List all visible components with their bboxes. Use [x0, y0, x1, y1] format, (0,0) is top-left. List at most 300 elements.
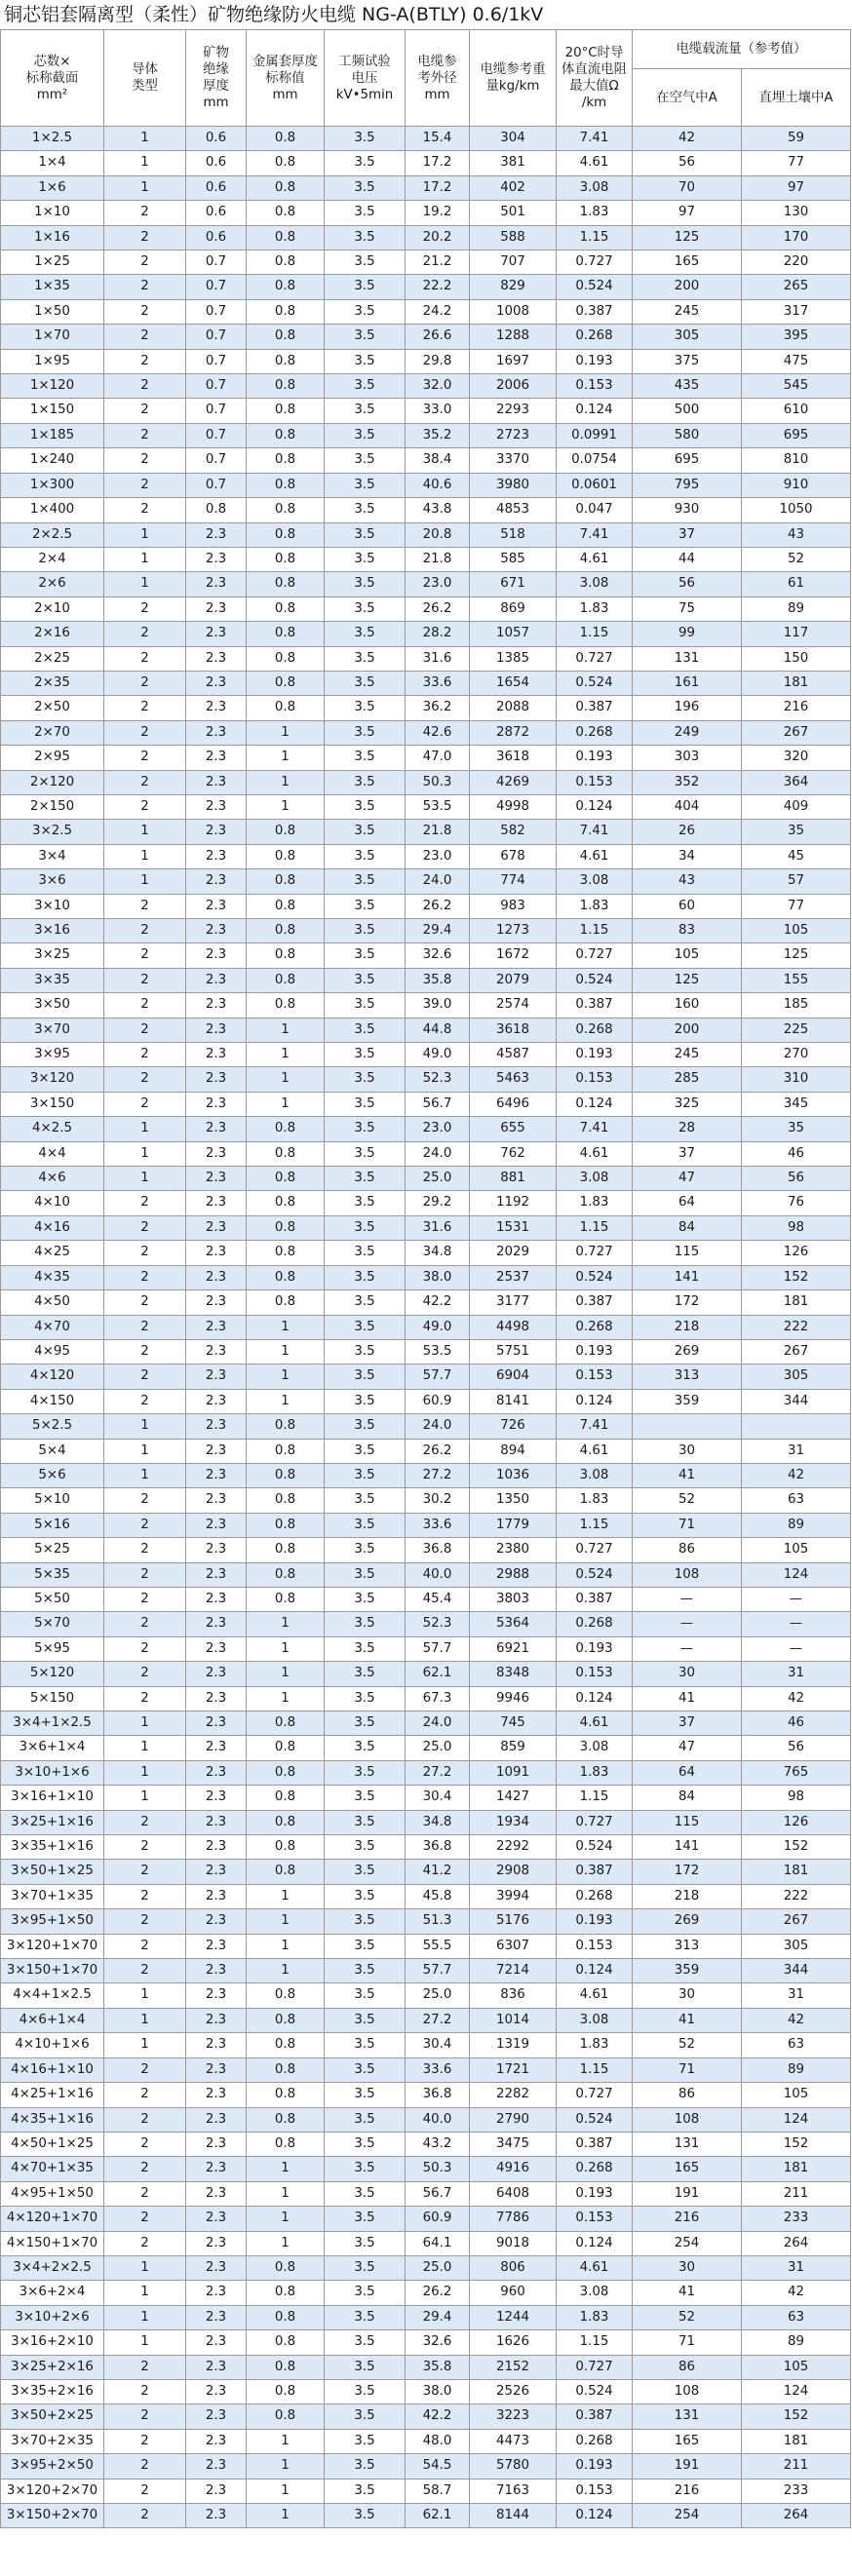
cell-insulation-thickness: 2.3: [186, 622, 247, 646]
cell-current-air: —: [633, 1587, 742, 1611]
cell-conductor-type: 2: [104, 2479, 186, 2503]
table-row: [1, 547, 851, 571]
cell-weight: 582: [470, 820, 557, 844]
cell-current-soil: 89: [742, 1513, 851, 1537]
cell-spec: 5×35: [1, 1562, 104, 1587]
cell-conductor-type: 2: [104, 671, 186, 695]
cell-outer-diameter: 25.0: [406, 1736, 470, 1760]
cell-insulation-thickness: 2.3: [186, 1959, 247, 1983]
cell-test-voltage: 3.5: [325, 720, 406, 745]
cell-current-air: 305: [633, 325, 742, 349]
cell-insulation-thickness: 2.3: [186, 2008, 247, 2032]
cell-current-soil: 98: [742, 1786, 851, 1810]
cell-outer-diameter: 34.8: [406, 1241, 470, 1265]
cell-conductor-type: 2: [104, 2404, 186, 2429]
cell-weight: 7786: [470, 2207, 557, 2231]
cell-conductor-type: 2: [104, 1191, 186, 1215]
table-row: [1, 1414, 851, 1439]
cell-sheath-thickness: 0.8: [247, 201, 325, 225]
cell-resistance: 4.61: [557, 844, 633, 868]
cell-current-soil: 126: [742, 1810, 851, 1834]
cell-sheath-thickness: 0.8: [247, 1760, 325, 1785]
cell-test-voltage: 3.5: [325, 473, 406, 497]
cell-test-voltage: 3.5: [325, 399, 406, 423]
cell-insulation-thickness: 2.3: [186, 572, 247, 596]
cell-weight: 8144: [470, 2504, 557, 2528]
cell-conductor-type: 2: [104, 993, 186, 1018]
cell-insulation-thickness: 2.3: [186, 646, 247, 671]
cell-current-air: 125: [633, 968, 742, 992]
cell-outer-diameter: 60.9: [406, 2207, 470, 2231]
cell-test-voltage: 3.5: [325, 1934, 406, 1958]
cell-insulation-thickness: 2.3: [186, 1463, 247, 1487]
cell-current-soil: 35: [742, 1117, 851, 1141]
cell-spec: 1×185: [1, 423, 104, 447]
cell-current-soil: 1050: [742, 498, 851, 522]
cell-resistance: 0.124: [557, 1092, 633, 1116]
cell-resistance: 0.727: [557, 1241, 633, 1265]
cell-insulation-thickness: 2.3: [186, 1117, 247, 1141]
cell-test-voltage: 3.5: [325, 448, 406, 473]
cell-spec: 2×16: [1, 622, 104, 646]
cell-current-air: 218: [633, 1884, 742, 1908]
table-row: [1, 646, 851, 671]
cell-current-air: 245: [633, 299, 742, 324]
cell-conductor-type: 2: [104, 299, 186, 324]
cell-current-air: 108: [633, 2379, 742, 2403]
cell-outer-diameter: 26.2: [406, 2281, 470, 2305]
cell-insulation-thickness: 2.3: [186, 1760, 247, 1785]
cell-spec: 3×16: [1, 919, 104, 943]
table-row: [1, 2132, 851, 2156]
cell-weight: 518: [470, 522, 557, 547]
cell-conductor-type: 1: [104, 572, 186, 596]
cell-test-voltage: 3.5: [325, 175, 406, 200]
cell-current-soil: 225: [742, 1018, 851, 1042]
cell-sheath-thickness: 0.8: [247, 151, 325, 175]
cell-insulation-thickness: 0.7: [186, 374, 247, 399]
cell-weight: 8348: [470, 1662, 557, 1686]
cell-spec: 1×150: [1, 399, 104, 423]
cell-test-voltage: 3.5: [325, 671, 406, 695]
cell-insulation-thickness: 2.3: [186, 1513, 247, 1537]
cell-current-soil: 270: [742, 1043, 851, 1067]
table-row: [1, 794, 851, 819]
cell-conductor-type: 1: [104, 151, 186, 175]
cell-weight: 1014: [470, 2008, 557, 2032]
cell-current-soil: 265: [742, 275, 851, 299]
cell-sheath-thickness: 1: [247, 2231, 325, 2255]
cell-resistance: 1.83: [557, 2305, 633, 2329]
table-row: [1, 1934, 851, 1958]
cell-test-voltage: 3.5: [325, 1315, 406, 1339]
cell-sheath-thickness: 1: [247, 2157, 325, 2181]
cell-resistance: 0.124: [557, 1686, 633, 1711]
table-row: [1, 2479, 851, 2503]
cell-current-air: 352: [633, 770, 742, 794]
cell-spec: 3×10+2×6: [1, 2305, 104, 2329]
table-row: [1, 572, 851, 596]
cell-current-air: 115: [633, 1241, 742, 1265]
cell-resistance: 0.727: [557, 1810, 633, 1834]
table-row: [1, 2083, 851, 2107]
cell-conductor-type: 2: [104, 2057, 186, 2082]
cell-spec: 4×150: [1, 1389, 104, 1413]
cell-sheath-thickness: 0.8: [247, 1290, 325, 1315]
cell-current-air: 131: [633, 2404, 742, 2429]
cell-resistance: 4.61: [557, 547, 633, 571]
cell-sheath-thickness: 0.8: [247, 1860, 325, 1884]
cell-insulation-thickness: 2.3: [186, 2083, 247, 2107]
cell-current-soil: 61: [742, 572, 851, 596]
cell-insulation-thickness: 2.3: [186, 1835, 247, 1860]
table-row: [1, 720, 851, 745]
cell-resistance: 1.83: [557, 1191, 633, 1215]
cell-resistance: 0.387: [557, 696, 633, 720]
cell-weight: 1654: [470, 671, 557, 695]
cell-test-voltage: 3.5: [325, 1786, 406, 1810]
cell-weight: 1626: [470, 2330, 557, 2355]
cell-spec: 3×6+2×4: [1, 2281, 104, 2305]
cell-resistance: 0.153: [557, 1067, 633, 1092]
cell-insulation-thickness: 2.3: [186, 1786, 247, 1810]
table-row: [1, 919, 851, 943]
cell-current-air: 254: [633, 2231, 742, 2255]
cell-test-voltage: 3.5: [325, 1612, 406, 1636]
cell-weight: 6307: [470, 1934, 557, 1958]
table-row: [1, 1736, 851, 1760]
cell-insulation-thickness: 0.7: [186, 448, 247, 473]
cell-weight: 2723: [470, 423, 557, 447]
cell-current-soil: 56: [742, 1167, 851, 1191]
cell-sheath-thickness: 0.8: [247, 572, 325, 596]
cell-outer-diameter: 24.0: [406, 1711, 470, 1736]
cell-current-soil: 89: [742, 2330, 851, 2355]
cell-weight: 1091: [470, 1760, 557, 1785]
cell-test-voltage: 3.5: [325, 2479, 406, 2503]
cell-current-soil: 233: [742, 2207, 851, 2231]
cell-insulation-thickness: 2.3: [186, 1612, 247, 1636]
cell-current-soil: 170: [742, 225, 851, 250]
cell-resistance: 0.0601: [557, 473, 633, 497]
table-row: [1, 2181, 851, 2206]
cell-weight: 2079: [470, 968, 557, 992]
cell-conductor-type: 2: [104, 2504, 186, 2528]
cell-resistance: 0.727: [557, 2355, 633, 2379]
cell-current-soil: 211: [742, 2181, 851, 2206]
cell-spec: 2×25: [1, 646, 104, 671]
table-row: [1, 2429, 851, 2453]
cell-spec: 5×2.5: [1, 1414, 104, 1439]
cell-outer-diameter: 27.2: [406, 2008, 470, 2032]
cell-sheath-thickness: 1: [247, 1389, 325, 1413]
cell-conductor-type: 2: [104, 1662, 186, 1686]
cell-outer-diameter: 27.2: [406, 1760, 470, 1785]
cell-conductor-type: 1: [104, 1760, 186, 1785]
cell-insulation-thickness: 2.3: [186, 1315, 247, 1339]
cell-outer-diameter: 24.0: [406, 1414, 470, 1439]
cell-sheath-thickness: 0.8: [247, 1241, 325, 1265]
cell-outer-diameter: 57.7: [406, 1636, 470, 1661]
cell-weight: 2526: [470, 2379, 557, 2403]
cell-weight: 6904: [470, 1365, 557, 1389]
cell-outer-diameter: 43.8: [406, 498, 470, 522]
cell-sheath-thickness: 0.8: [247, 1265, 325, 1289]
cell-spec: 3×10+1×6: [1, 1760, 104, 1785]
cell-weight: 3475: [470, 2132, 557, 2156]
cell-spec: 4×70+1×35: [1, 2157, 104, 2181]
cell-test-voltage: 3.5: [325, 1463, 406, 1487]
cell-test-voltage: 3.5: [325, 1884, 406, 1908]
cell-conductor-type: 1: [104, 1983, 186, 2008]
cell-outer-diameter: 43.2: [406, 2132, 470, 2156]
cell-current-soil: 152: [742, 1265, 851, 1289]
table-row: [1, 2255, 851, 2280]
cell-spec: 5×70: [1, 1612, 104, 1636]
table-row: [1, 423, 851, 447]
cell-weight: 5780: [470, 2454, 557, 2479]
cell-insulation-thickness: 0.8: [186, 498, 247, 522]
cell-spec: 3×35: [1, 968, 104, 992]
cell-sheath-thickness: 0.8: [247, 844, 325, 868]
cell-conductor-type: 2: [104, 2429, 186, 2453]
cell-sheath-thickness: 0.8: [247, 1810, 325, 1834]
cell-current-soil: 267: [742, 1339, 851, 1364]
cell-conductor-type: 2: [104, 250, 186, 275]
cell-outer-diameter: 36.8: [406, 1538, 470, 1562]
cell-insulation-thickness: 2.3: [186, 2305, 247, 2329]
cell-test-voltage: 3.5: [325, 746, 406, 770]
cell-weight: 9946: [470, 1686, 557, 1711]
cell-sheath-thickness: 0.8: [247, 1835, 325, 1860]
cell-current-air: 172: [633, 1290, 742, 1315]
cell-test-voltage: 3.5: [325, 1587, 406, 1611]
cell-insulation-thickness: 2.3: [186, 2057, 247, 2082]
cell-current-air: 28: [633, 1117, 742, 1141]
cell-insulation-thickness: 2.3: [186, 720, 247, 745]
cell-current-soil: 364: [742, 770, 851, 794]
cell-conductor-type: 2: [104, 1636, 186, 1661]
cell-resistance: 3.08: [557, 869, 633, 894]
cell-spec: 1×240: [1, 448, 104, 473]
cell-test-voltage: 3.5: [325, 1389, 406, 1413]
table-row: [1, 374, 851, 399]
cell-test-voltage: 3.5: [325, 596, 406, 621]
cell-current-air: 56: [633, 151, 742, 175]
cell-conductor-type: 2: [104, 1686, 186, 1711]
cell-sheath-thickness: 1: [247, 2504, 325, 2528]
cell-spec: 3×25+1×16: [1, 1810, 104, 1834]
cell-test-voltage: 3.5: [325, 869, 406, 894]
cell-insulation-thickness: 2.3: [186, 1810, 247, 1834]
cell-test-voltage: 3.5: [325, 646, 406, 671]
cell-current-soil: 264: [742, 2504, 851, 2528]
cell-current-soil: 220: [742, 250, 851, 275]
cell-test-voltage: 3.5: [325, 1191, 406, 1215]
cell-test-voltage: 3.5: [325, 1167, 406, 1191]
cell-resistance: 0.268: [557, 1612, 633, 1636]
table-row: [1, 473, 851, 497]
cell-test-voltage: 3.5: [325, 225, 406, 250]
cell-weight: 3618: [470, 746, 557, 770]
cell-insulation-thickness: 0.7: [186, 423, 247, 447]
table-row: [1, 201, 851, 225]
cell-current-air: —: [633, 1612, 742, 1636]
page-title: 铜芯铝套隔离型（柔性）矿物绝缘防火电缆 NG-A(BTLY) 0.6/1kV: [4, 4, 544, 25]
cell-insulation-thickness: 2.3: [186, 1562, 247, 1587]
cell-insulation-thickness: 2.3: [186, 2033, 247, 2057]
table-row: [1, 2355, 851, 2379]
cell-sheath-thickness: 0.8: [247, 622, 325, 646]
cell-sheath-thickness: 1: [247, 1909, 325, 1934]
cell-spec: 4×35: [1, 1265, 104, 1289]
cell-insulation-thickness: 2.3: [186, 2181, 247, 2206]
cell-current-soil: 125: [742, 943, 851, 968]
cell-resistance: 1.83: [557, 1488, 633, 1513]
cell-insulation-thickness: 2.3: [186, 2379, 247, 2403]
table-row: [1, 2504, 851, 2528]
cell-sheath-thickness: 1: [247, 1092, 325, 1116]
cell-spec: 4×70: [1, 1315, 104, 1339]
cell-current-soil: 320: [742, 746, 851, 770]
cell-current-air: 108: [633, 2107, 742, 2132]
cell-insulation-thickness: 2.3: [186, 1241, 247, 1265]
cell-weight: 726: [470, 1414, 557, 1439]
cell-outer-diameter: 49.0: [406, 1315, 470, 1339]
cell-test-voltage: 3.5: [325, 349, 406, 373]
cell-spec: 3×25: [1, 943, 104, 968]
cell-current-air: 41: [633, 1686, 742, 1711]
cell-conductor-type: 1: [104, 1439, 186, 1463]
cell-insulation-thickness: 2.3: [186, 820, 247, 844]
cell-insulation-thickness: 2.3: [186, 869, 247, 894]
cell-current-air: 313: [633, 1365, 742, 1389]
cell-resistance: 1.15: [557, 225, 633, 250]
cell-resistance: 1.15: [557, 1513, 633, 1537]
cell-weight: 304: [470, 127, 557, 151]
cell-spec: 1×25: [1, 250, 104, 275]
cell-test-voltage: 3.5: [325, 2157, 406, 2181]
cell-sheath-thickness: 0.8: [247, 423, 325, 447]
cell-resistance: 1.83: [557, 2033, 633, 2057]
cell-current-air: 141: [633, 1265, 742, 1289]
cell-sheath-thickness: 1: [247, 1884, 325, 1908]
cell-current-air: 34: [633, 844, 742, 868]
cell-resistance: 3.08: [557, 1463, 633, 1487]
cell-outer-diameter: 45.8: [406, 1884, 470, 1908]
cell-test-voltage: 3.5: [325, 325, 406, 349]
cell-conductor-type: 2: [104, 1092, 186, 1116]
cell-weight: 3618: [470, 1018, 557, 1042]
cell-current-soil: 105: [742, 2355, 851, 2379]
cell-resistance: 1.15: [557, 1215, 633, 1240]
table-row: [1, 175, 851, 200]
cell-outer-diameter: 29.8: [406, 349, 470, 373]
cell-resistance: 4.61: [557, 1983, 633, 2008]
cell-sheath-thickness: 0.8: [247, 1117, 325, 1141]
cell-sheath-thickness: 0.8: [247, 1463, 325, 1487]
cell-outer-diameter: 47.0: [406, 746, 470, 770]
cell-insulation-thickness: 2.3: [186, 1662, 247, 1686]
header-insulation: 矿物 绝缘 厚度 mm: [186, 30, 247, 127]
cell-sheath-thickness: 0.8: [247, 2008, 325, 2032]
cell-spec: 3×70+2×35: [1, 2429, 104, 2453]
cell-test-voltage: 3.5: [325, 2454, 406, 2479]
cell-current-air: 404: [633, 794, 742, 819]
cell-current-air: 359: [633, 1389, 742, 1413]
cell-outer-diameter: 55.5: [406, 1934, 470, 1958]
cell-current-soil: 42: [742, 2281, 851, 2305]
cell-weight: 2380: [470, 1538, 557, 1562]
table-row: [1, 1884, 851, 1908]
cell-resistance: 0.727: [557, 943, 633, 968]
cell-sheath-thickness: 0.8: [247, 127, 325, 151]
cell-test-voltage: 3.5: [325, 770, 406, 794]
cell-spec: 3×150+2×70: [1, 2504, 104, 2528]
table-row: [1, 1860, 851, 1884]
cell-current-soil: 810: [742, 448, 851, 473]
cell-sheath-thickness: 0.8: [247, 2330, 325, 2355]
cell-spec: 4×4: [1, 1141, 104, 1166]
cell-sheath-thickness: 0.8: [247, 547, 325, 571]
cell-outer-diameter: 50.3: [406, 770, 470, 794]
table-row: [1, 151, 851, 175]
cell-conductor-type: 2: [104, 1018, 186, 1042]
cell-conductor-type: 2: [104, 374, 186, 399]
cell-sheath-thickness: 0.8: [247, 2132, 325, 2156]
cell-insulation-thickness: 2.3: [186, 993, 247, 1018]
cell-outer-diameter: 24.2: [406, 299, 470, 324]
cell-current-soil: 152: [742, 2132, 851, 2156]
header-sheath: 金属套厚度 标称值 mm: [247, 30, 325, 127]
cell-weight: 2293: [470, 399, 557, 423]
cell-current-soil: 46: [742, 1141, 851, 1166]
cell-weight: 836: [470, 1983, 557, 2008]
cell-resistance: 0.193: [557, 1909, 633, 1934]
table-row: [1, 746, 851, 770]
cell-insulation-thickness: 2.3: [186, 1884, 247, 1908]
cell-conductor-type: 2: [104, 473, 186, 497]
cell-insulation-thickness: 2.3: [186, 2355, 247, 2379]
cell-test-voltage: 3.5: [325, 127, 406, 151]
table-row: [1, 820, 851, 844]
cell-weight: 3803: [470, 1587, 557, 1611]
cell-sheath-thickness: 0.8: [247, 646, 325, 671]
table-row: [1, 968, 851, 992]
cell-test-voltage: 3.5: [325, 1835, 406, 1860]
cell-outer-diameter: 45.4: [406, 1587, 470, 1611]
cell-test-voltage: 3.5: [325, 2379, 406, 2403]
header-spec: 芯数× 标称截面 mm²: [1, 30, 104, 127]
header-resistance: 20°C时导 体直流电阻 最大值Ω /km: [557, 30, 633, 127]
cell-weight: 859: [470, 1736, 557, 1760]
cell-current-air: 30: [633, 1662, 742, 1686]
cell-insulation-thickness: 0.6: [186, 151, 247, 175]
cell-resistance: 7.41: [557, 127, 633, 151]
cell-outer-diameter: 51.3: [406, 1909, 470, 1934]
cell-spec: 3×120+2×70: [1, 2479, 104, 2503]
cell-spec: 3×50: [1, 993, 104, 1018]
table-row: [1, 1711, 851, 1736]
cell-current-soil: 105: [742, 2083, 851, 2107]
cell-conductor-type: 1: [104, 175, 186, 200]
cell-insulation-thickness: 2.3: [186, 1909, 247, 1934]
cell-outer-diameter: 21.2: [406, 250, 470, 275]
cell-insulation-thickness: 2.3: [186, 2132, 247, 2156]
cell-sheath-thickness: 0.8: [247, 2355, 325, 2379]
cell-current-soil: 97: [742, 175, 851, 200]
cell-insulation-thickness: 2.3: [186, 2479, 247, 2503]
